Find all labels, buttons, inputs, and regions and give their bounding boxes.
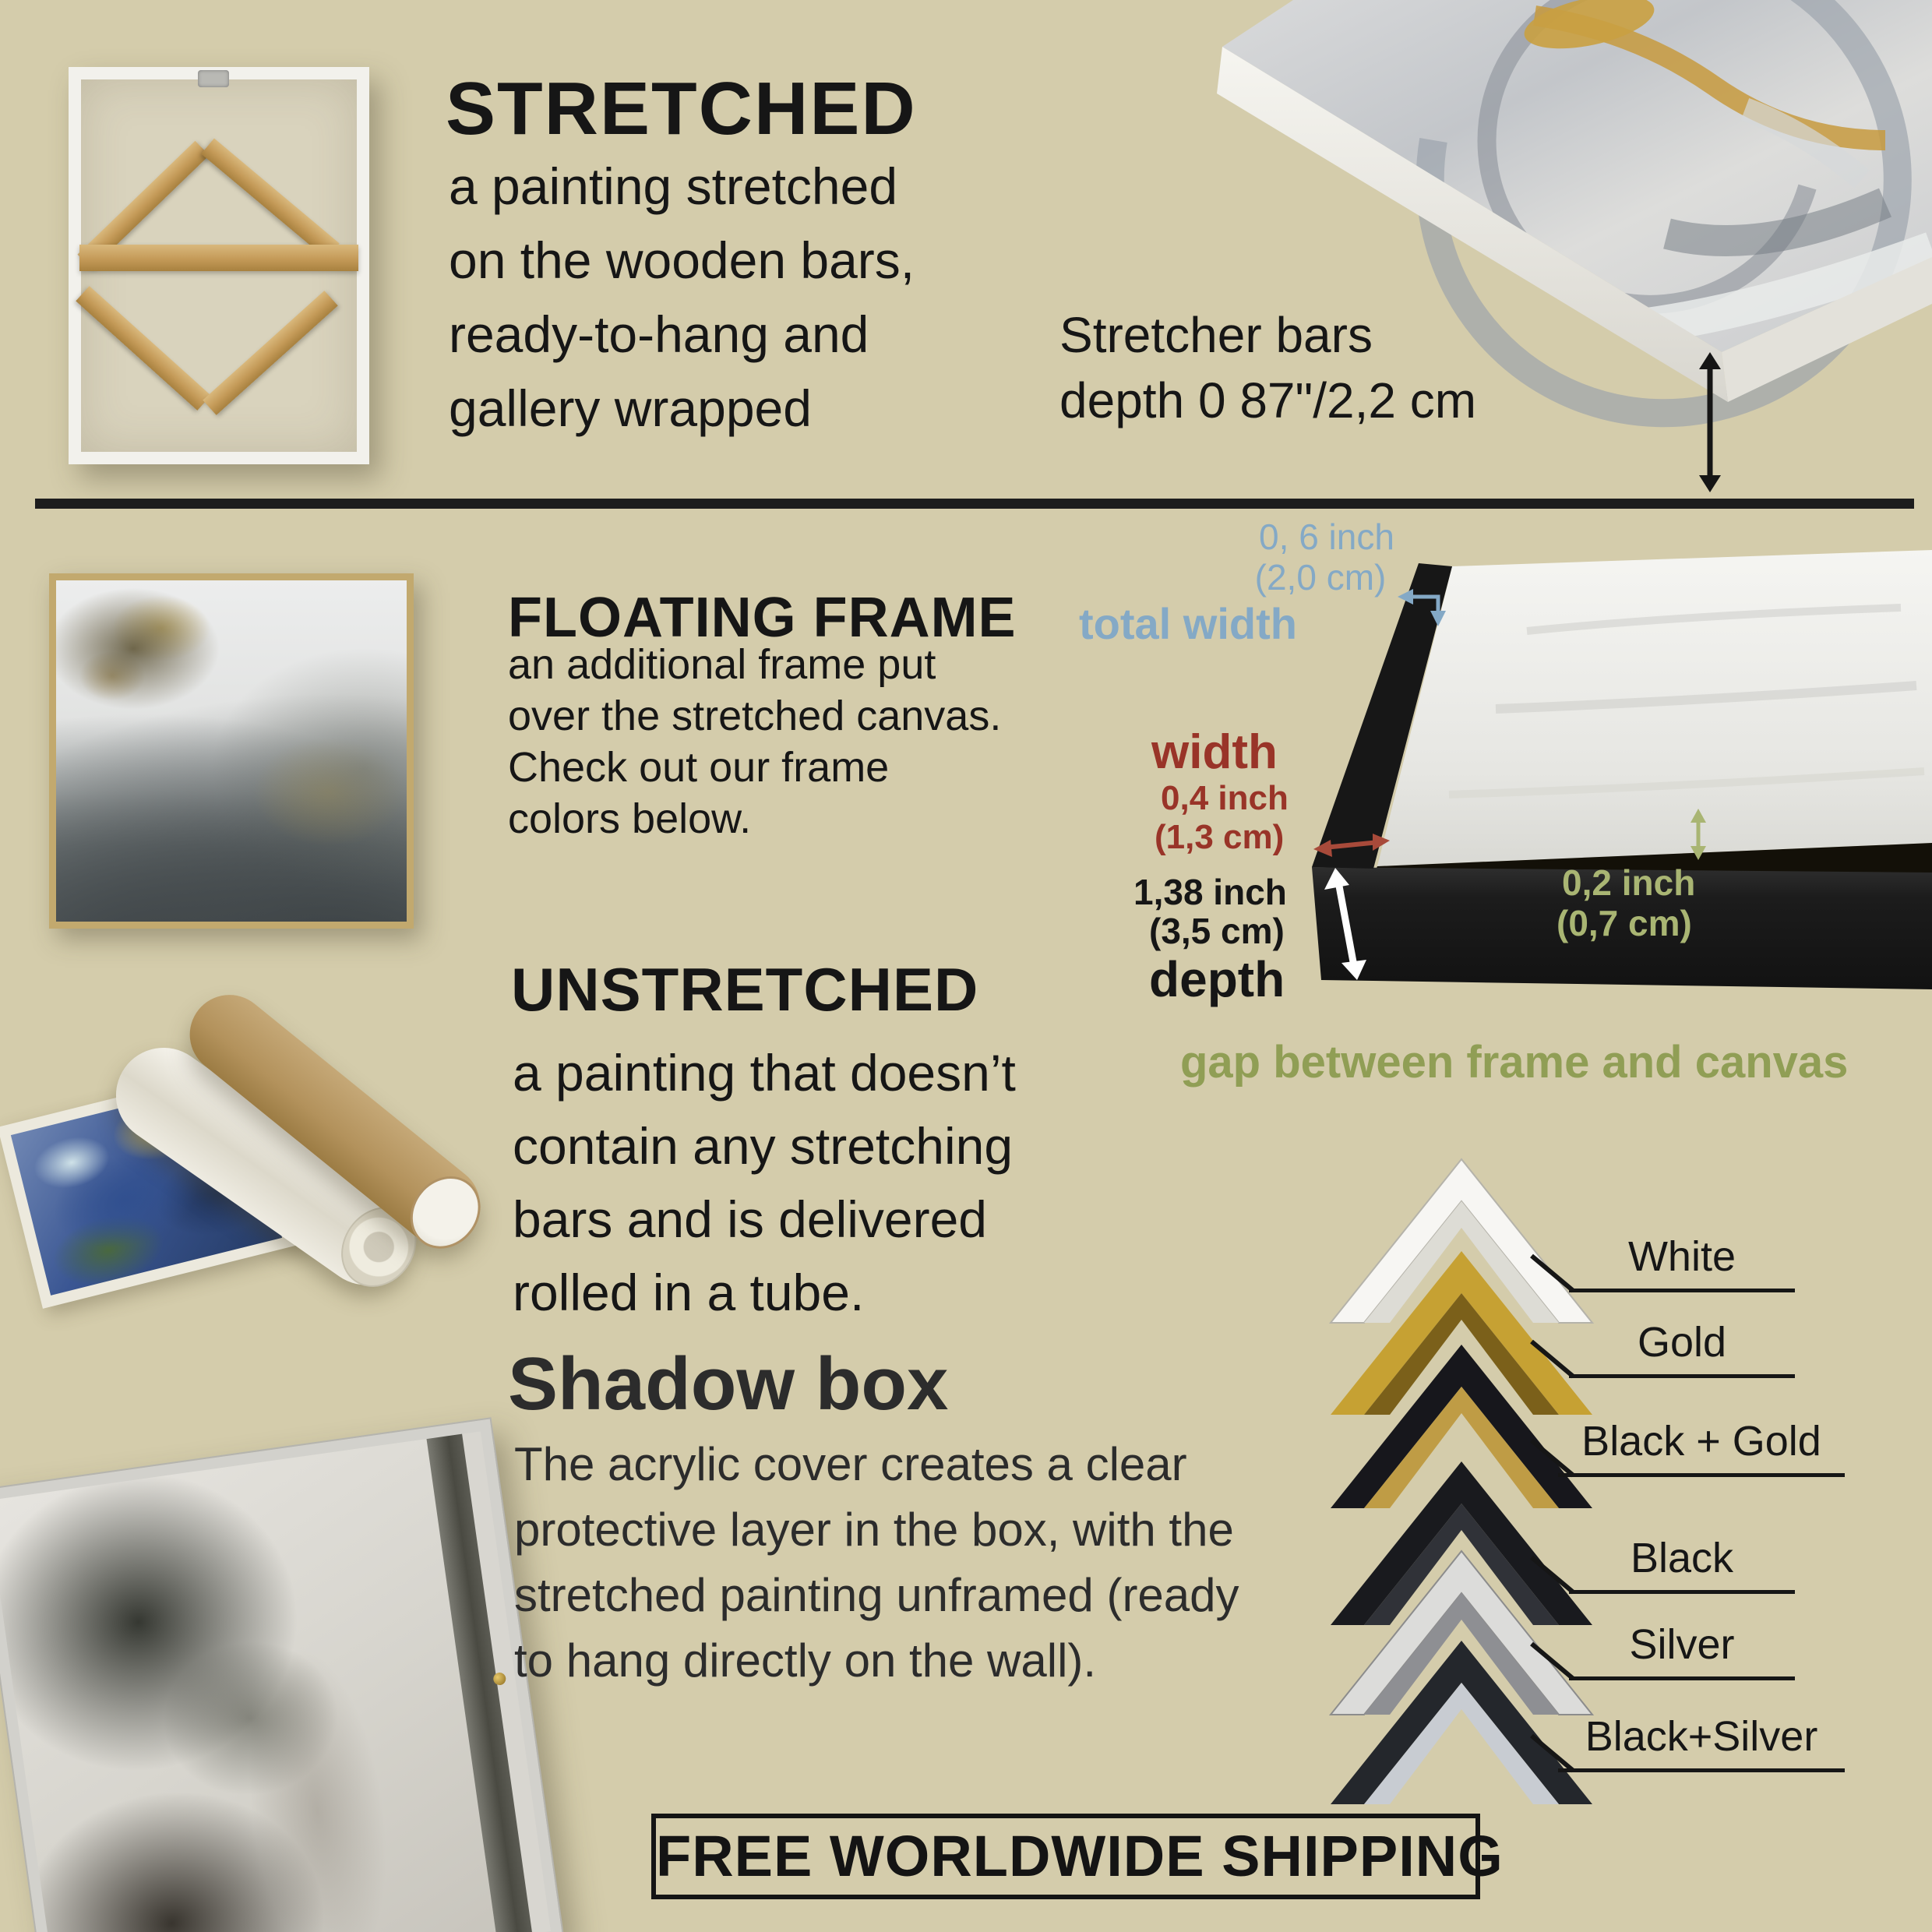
frame-color-label-silver: Silver: [1569, 1620, 1795, 1680]
total-width-value: 0, 6 inch: [1259, 516, 1394, 557]
stretched-line: on the wooden bars,: [449, 231, 915, 289]
wood-brace-bottom-left: [76, 286, 210, 411]
shadow-box-title: Shadow box: [508, 1342, 949, 1426]
unstretched-rolled-canvas-photo: [8, 947, 522, 1289]
stretched-line: a painting stretched: [449, 157, 898, 215]
unstretched-line: a painting that doesn’t: [513, 1044, 1016, 1102]
wood-brace-top-right: [201, 139, 340, 259]
frame-corner-black-silver-icon: [1329, 1634, 1594, 1814]
stretched-canvas-corner-photo: [1200, 0, 1932, 514]
stretched-line: gallery wrapped: [449, 379, 812, 437]
frame-color-label-black-gold: Black + Gold: [1558, 1417, 1845, 1477]
floating-frame-description: [508, 639, 1001, 844]
unstretched-line: rolled in a tube.: [513, 1264, 865, 1321]
frame-color-label-black: Black: [1569, 1534, 1795, 1594]
gap-cm: (0,7 cm): [1557, 903, 1692, 943]
shadow-box-painting: [0, 1439, 497, 1932]
frame-color-label-gold: Gold: [1569, 1318, 1795, 1378]
stretched-canvas-back-photo: [69, 67, 369, 464]
gap-value: 0,2 inch: [1562, 862, 1696, 903]
shadow-box-line: protective layer in the box, with the: [514, 1504, 1234, 1556]
frame-color-label-white: White: [1569, 1232, 1795, 1292]
hanging-bracket: [198, 70, 229, 87]
shadow-box-photo: [0, 1419, 563, 1932]
shadow-box-description: [514, 1432, 1239, 1694]
floating-frame-line: colors below.: [508, 795, 752, 842]
stretched-description: [449, 150, 915, 446]
gap-label: gap between frame and canvas: [1180, 1037, 1849, 1088]
floating-frame-painting-photo: [49, 573, 414, 929]
floating-frame-line: over the stretched canvas.: [508, 693, 1002, 739]
width-label: width: [1151, 725, 1278, 779]
total-width-cm: (2,0 cm): [1254, 557, 1387, 598]
wood-crossbar: [79, 245, 358, 271]
depth-value: 1,38 inch: [1133, 872, 1287, 912]
stretcher-bars-note-line: Stretcher bars: [1059, 307, 1373, 363]
shadow-box-line: stretched painting unframed (ready: [514, 1569, 1239, 1621]
depth-label: depth: [1149, 951, 1285, 1007]
stretcher-bars-note: [1059, 302, 1476, 433]
wood-brace-bottom-right: [203, 291, 337, 415]
stretched-title: STRETCHED: [446, 67, 917, 150]
shadow-box-line: to hang directly on the wall).: [514, 1634, 1097, 1687]
shadow-box-line: The acrylic cover creates a clear: [514, 1438, 1187, 1490]
free-shipping-banner: FREE WORLDWIDE SHIPPING: [651, 1814, 1480, 1899]
stretched-line: ready-to-hang and: [449, 305, 869, 363]
section-divider: [35, 499, 1914, 509]
width-value: 0,4 inch: [1161, 779, 1289, 817]
stretcher-bars-note-line: depth 0 87"/2,2 cm: [1059, 372, 1477, 428]
frame-color-label-black-silver: Black+Silver: [1558, 1712, 1845, 1772]
unstretched-description: [513, 1036, 1016, 1329]
width-cm: (1,3 cm): [1155, 818, 1285, 856]
depth-cm: (3,5 cm): [1149, 911, 1285, 951]
total-width-label: total width: [1079, 599, 1297, 648]
floating-frame-diagram: [1293, 538, 1932, 1052]
unstretched-title: UNSTRETCHED: [511, 955, 979, 1024]
floating-frame-line: Check out our frame: [508, 744, 890, 791]
floating-frame-line: an additional frame put: [508, 641, 936, 688]
unstretched-line: contain any stretching: [513, 1117, 1014, 1175]
unstretched-line: bars and is delivered: [513, 1190, 988, 1248]
floating-frame-title: FLOATING FRAME: [508, 587, 1017, 649]
